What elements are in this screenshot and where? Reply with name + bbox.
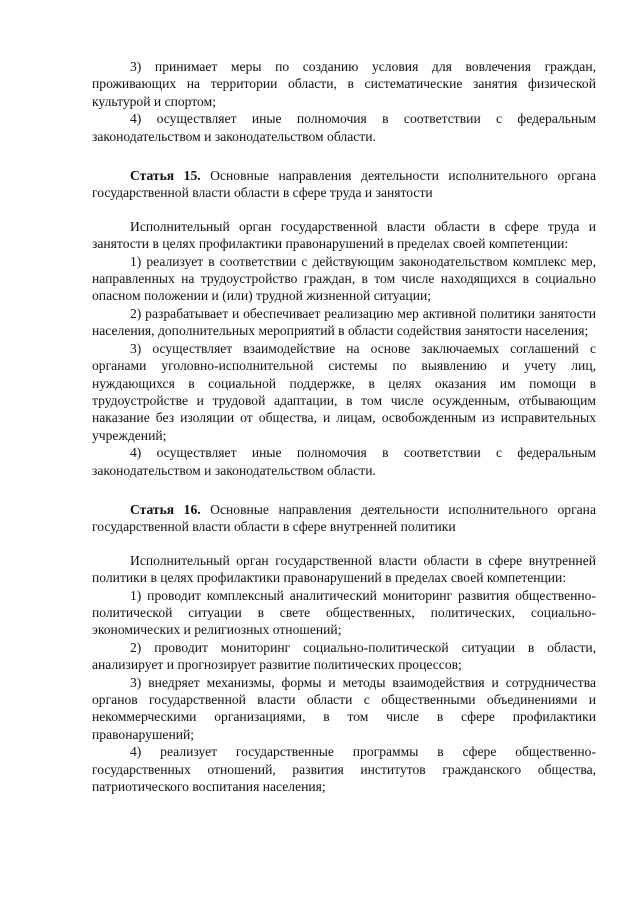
article-15-item-3: 3) осуществляет взаимодействие на основе заключаемых соглашений с органами уголовно-исполнительной системы по выявлению и учету лиц, нуждающихся в социальной поддержке, в целях оказания им помощи в трудоустройстве и трудовой адаптации, в том числе осужденным, отбывающим наказание без изоляции от общества, и лицам, освобожденным из исправительных учреждений; xyxy=(92,340,596,443)
article-16-item-3: 3) внедряет механизмы, формы и методы взаимодействия и сотрудничества органов государственной власти области с общественными объединениями и некоммерческими организациями, в том числе в сфере профилактики правонарушений; xyxy=(92,674,596,742)
article-15-intro: Исполнительный орган государственной власти области в сфере труда и занятости в целях профилактики правонарушений в пределах своей компетенции: xyxy=(92,218,596,252)
article-15-item-2: 2) разрабатывает и обеспечивает реализацию мер активной политики занятости населения, дополнительных мероприятий в области содействия занятости населения; xyxy=(92,305,596,339)
article-16-title: Основные направления деятельности исполнительного органа государственной власти области в сфере внутренней политики xyxy=(92,501,596,535)
article-15-item-1: 1) реализует в соответствии с действующим законодательством комплекс мер, направленных на трудоустройство граждан, в том числе находящихся в социально опасном положении и (или) трудной жизненной ситуации; xyxy=(92,253,596,304)
paragraph-top-4: 4) осуществляет иные полномочия в соответствии с федеральным законодательством и законодательством области. xyxy=(92,111,596,144)
article-15-heading xyxy=(92,167,596,202)
article-16-item-2: 2) проводит мониторинг социально-политической ситуации в области, анализирует и прогнозирует развитие политических процессов; xyxy=(92,639,596,673)
article-15-title: Основные направления деятельности исполнительного органа государственной власти области в сфере труда и занятости xyxy=(92,168,596,201)
article-16-item-1: 1) проводит комплексный аналитический мониторинг развития общественно-политической ситуации в свете общественных, политических, социально-экономических и религиозных отношений; xyxy=(92,587,596,638)
article-16-item-4: 4) реализует государственные программы в сфере общественно-государственных отношений, развития институтов гражданского общества, патриотического воспитания населения; xyxy=(92,744,596,795)
article-16-number: Статья 16. xyxy=(130,501,201,517)
article-16-heading xyxy=(92,501,596,536)
paragraph-top-3: 3) принимает меры по созданию условия для вовлечения граждан, проживающих на территории области, в систематические занятия физической культурой и спортом; xyxy=(92,59,596,109)
article-15-number: Статья 15. xyxy=(130,168,201,184)
article-16-intro: Исполнительный орган государственной власти области в сфере внутренней политики в целях профилактики правонарушений в пределах своей компетенции: xyxy=(92,552,596,586)
article-15-item-4: 4) осуществляет иные полномочия в соответствии с федеральным законодательством и законодательством области. xyxy=(92,445,596,478)
